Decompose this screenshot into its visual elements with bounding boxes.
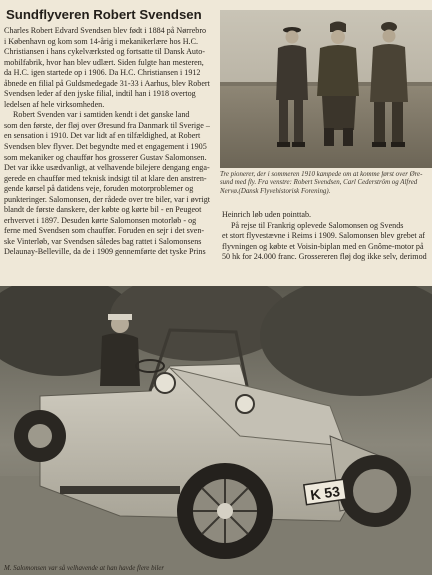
text-line: punkteringer. Salomonsen, der rådede over tre biler, var i øvrigt [4,194,210,204]
license-plate-text: K 53 [309,483,341,503]
text-line: gerede en chauffør med teknisk indsigt til at klare den anstren- [4,173,207,183]
car-photo [0,286,432,575]
text-line: Det var ikke usædvanligt, at velhavende bilejere dengang enga- [4,163,210,173]
pioneers-photo [220,10,432,168]
text-line: blandt de første danskere, der købte og kørte bil - en Peugeot [4,205,202,215]
text-line: i København og kom som 14-årig i mekanikerlære hos H.C. [4,36,198,46]
text-line: ledelsen af hele virksomheden. [4,99,105,109]
caption-line: Nervø.(Dansk Flyvehistorisk Forening). [220,187,331,195]
text-line: 50 hk for 24.000 franc. Grossereren fløj dog ikke selv, derimod [222,252,427,262]
text-line: mobilfabrik, hvor han blev udlært. Siden fulgte han mesteren, [4,57,204,67]
text-line: som den første, der fløj over Øresund fra Danmark til Sverige – [4,120,210,130]
text-line: gende kørsel på datidens veje, foruden motorproblemer og [4,184,194,194]
car-photo-image [0,286,432,575]
pioneers-photo-image [220,10,432,168]
left-text-column [4,26,216,258]
text-line: da H.C. igen startede op i 1906. Da H.C. Christiansen i 1912 [4,68,201,78]
pioneers-photo-caption [220,171,432,196]
text-line: Heinrich løb uden pointtab. [222,210,312,219]
right-text-block [222,210,432,263]
text-line: På rejse til Frankrig oplevede Salomonsen og Svends [231,220,404,230]
text-line: en sensation i 1910. Det var lidt af en tilfældighed, at Robert [4,131,201,141]
text-line: ferne med Svendsen som chauffør. Foruden en sejr i det sven- [4,226,205,236]
caption-line: Tre pionerer, der i sommeren 1910 kampede om at komme først over Øre- [220,171,423,178]
text-line: Svendsen leder af den jyske filial, indtil han i 1918 overtog [4,89,196,99]
text-line: Robert Svenden var i samtiden kendt i det ganske land [13,110,190,120]
text-line: åbnede en filial på Guldsmedegade 31-33 i Aarhus, blev Robert [4,78,210,88]
text-line: Svendsen blev flyver. Det begyndte med et engagement i 1905 [4,142,207,152]
text-line: ske Vinterløb, var Svendsen således bag rattet i Salomonsens [4,236,202,246]
text-line: Charles Robert Edvard Svendsen blev født i 1884 på Nørrebro [4,26,207,35]
text-line: et stort flyvestævne i Reims i 1909. Salomonsen blev grebet af [222,231,425,241]
caption-line: sund med fly. Fra venstre: Robert Svendsen, Carl Cederström og Alfred [220,179,418,187]
text-line: flyvningen og købte et Voisin-biplan med en Gnôme-motor på [222,241,424,251]
text-line: Christiansen i hans cykelværksted og fortsatte til Dansk Auto- [4,47,205,57]
text-line: som mekaniker og chauffør hos grosserer Gustav Salomonsen. [4,152,207,162]
text-line: erhvervet i 1897. Desuden kørte Salomonsen motorløb - og [4,215,197,225]
car-photo-caption: M. Salomonsen var så velhavende at han havde flere biler [4,565,165,572]
text-line: Delaunay-Belleville, da de i 1909 gennemførte det tyske Prins [4,247,206,257]
article-heading: Sundflyveren Robert Svendsen [6,7,202,22]
